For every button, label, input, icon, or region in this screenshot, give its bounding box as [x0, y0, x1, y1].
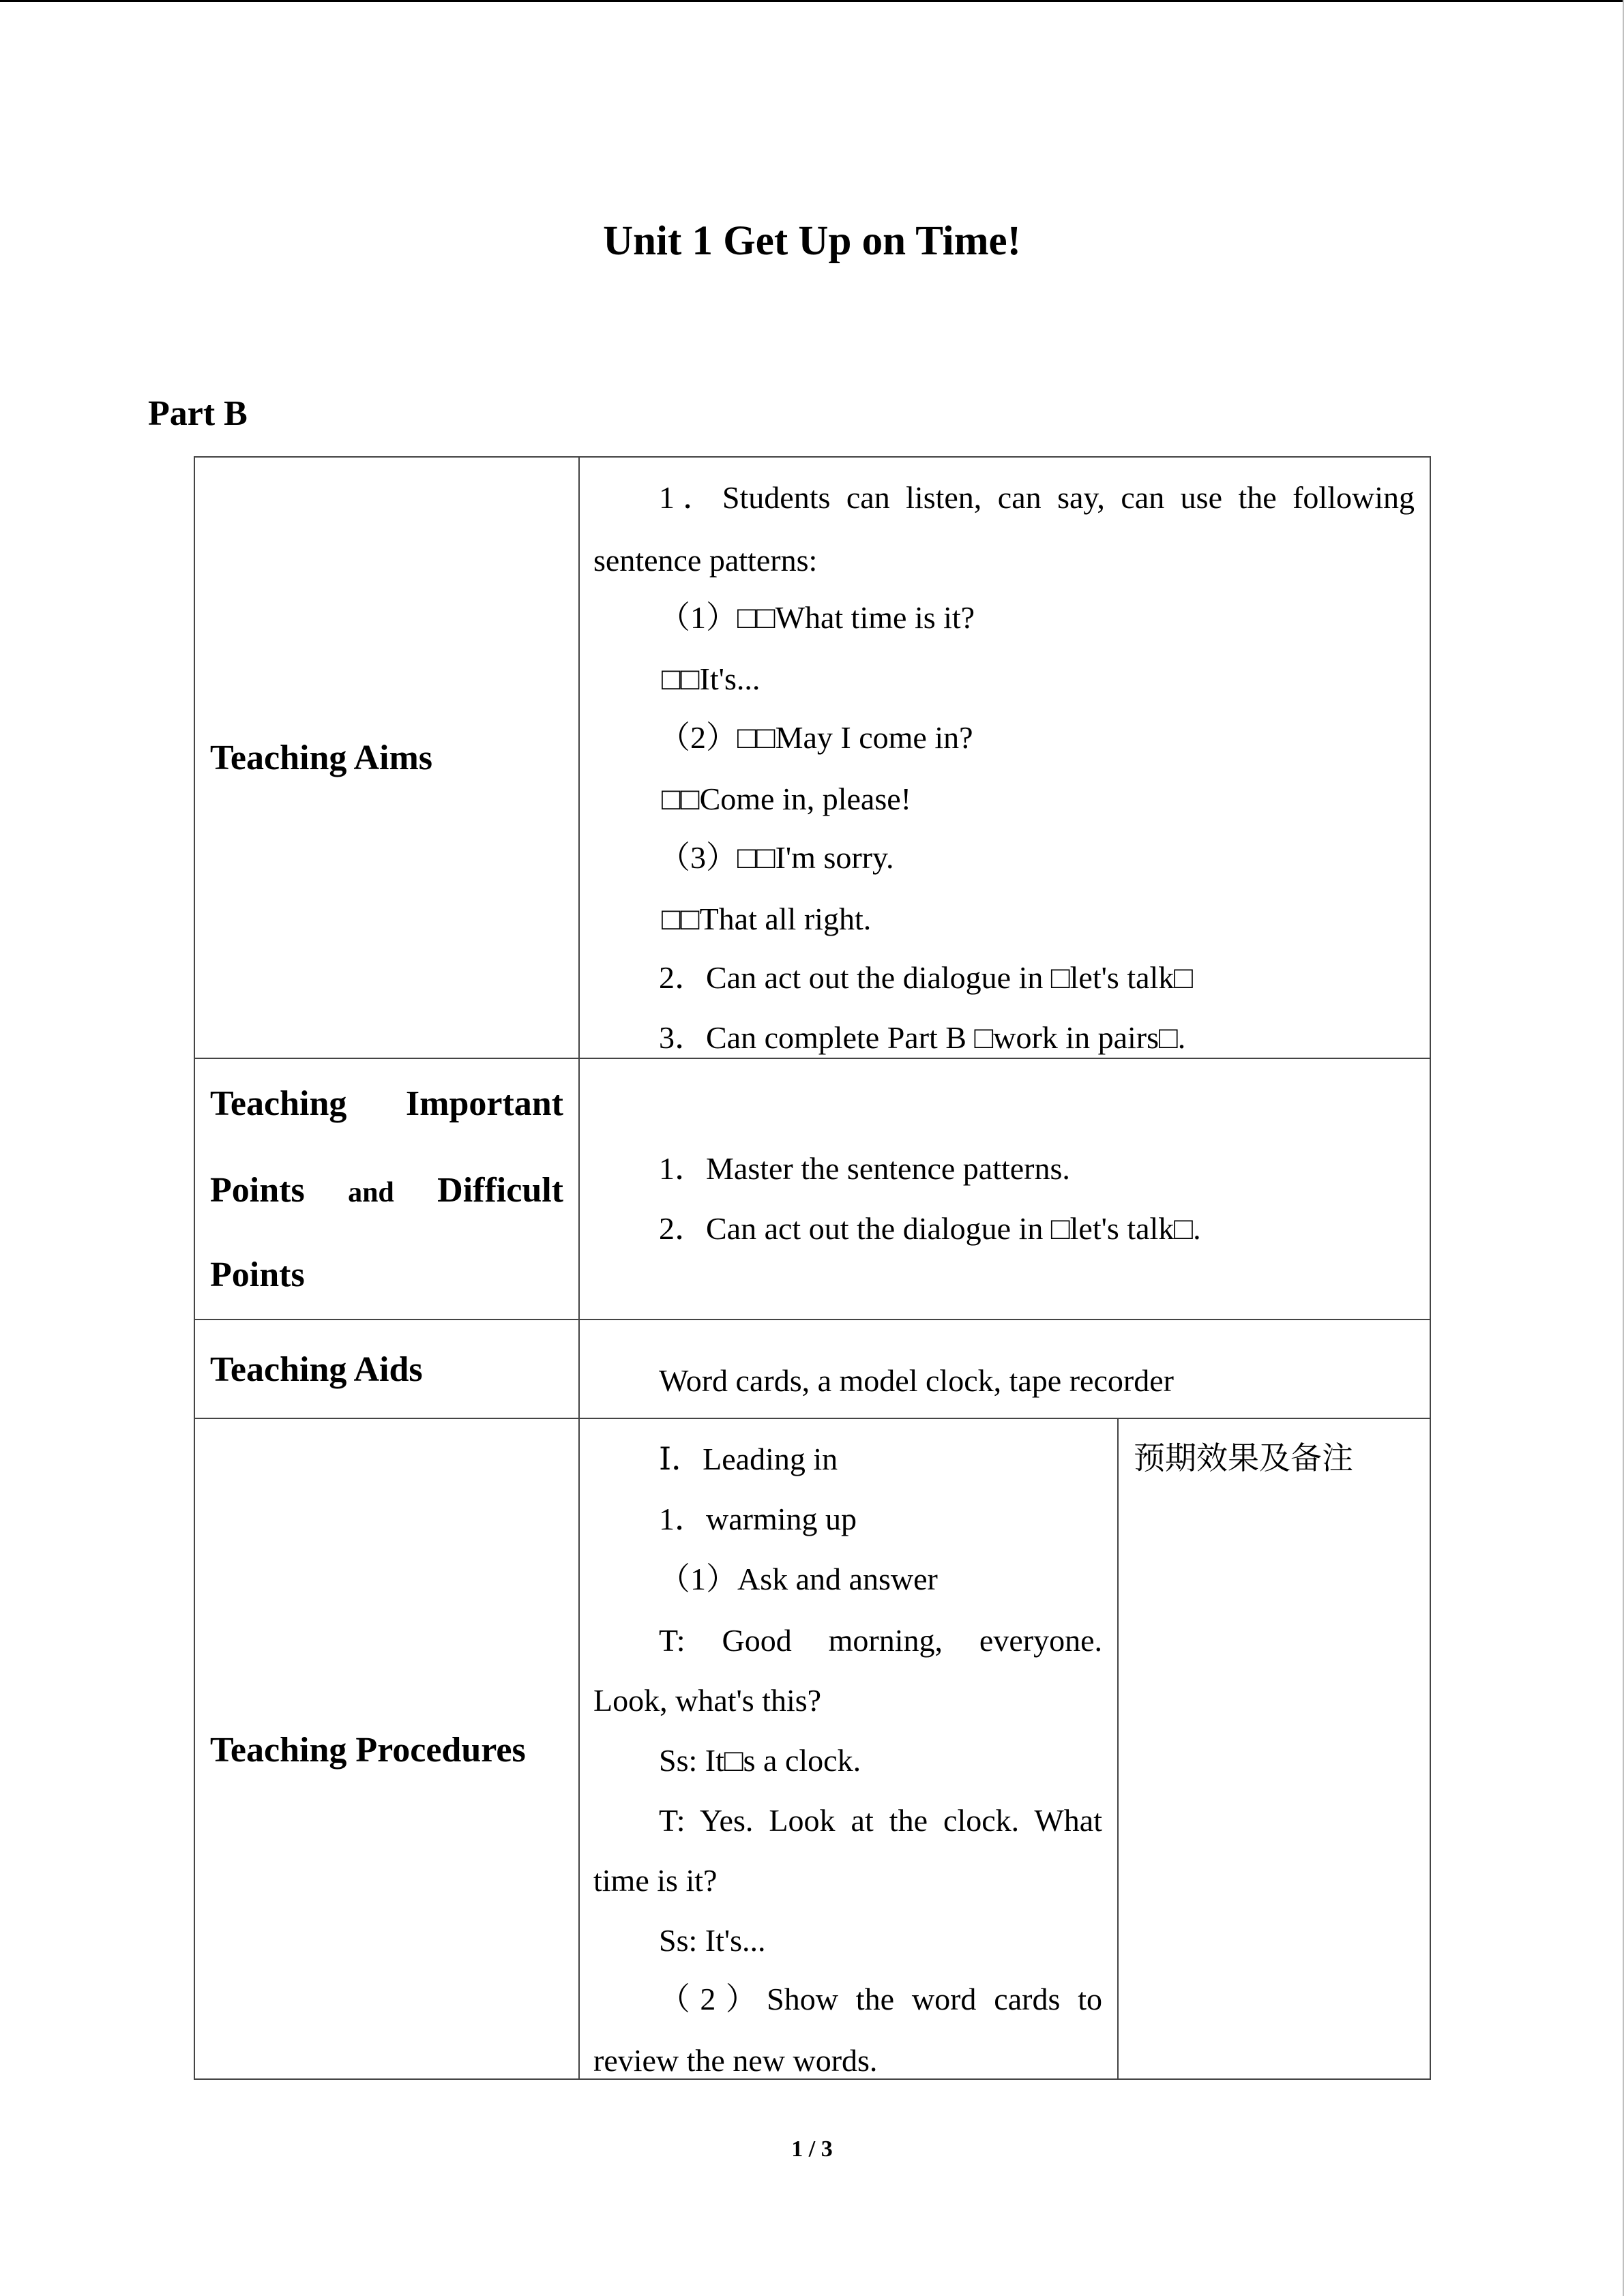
procedures-line: Ss: It's... [659, 1923, 766, 1958]
aims-line: □□It's... [662, 661, 761, 696]
procedures-label: Teaching Procedures [210, 1731, 526, 1770]
procedures-line: Ⅰ．Leading in [659, 1442, 838, 1476]
procedures-line: （1）Ask and answer [659, 1562, 938, 1596]
aims-line: （2）□□May I come in? [659, 720, 973, 755]
points-line: 2．Can act out the dialogue in □let's talk□. [659, 1211, 1201, 1246]
aims-label: Teaching Aims [210, 739, 433, 777]
page-top-border [0, 0, 1624, 2]
aids-label: Teaching Aids [210, 1350, 423, 1389]
aims-line: sentence patterns: [593, 543, 818, 578]
document-title: Unit 1 Get Up on Time! [603, 218, 1021, 264]
points-line: 1．Master the sentence patterns. [659, 1151, 1070, 1186]
part-heading: Part B [148, 394, 248, 433]
aims-line: （3）□□I'm sorry. [659, 840, 894, 875]
aims-line: （1）□□What time is it? [659, 600, 975, 635]
aims-line: 2．Can act out the dialogue in □let's talk□ [659, 960, 1194, 995]
aims-line: 1．Students can listen, can say, can use the following [659, 480, 1415, 515]
procedures-line: Ss: It□s a clock. [659, 1743, 861, 1778]
procedures-line: （2）Show the word cards to [659, 1982, 1102, 2016]
points-label-line: Points [210, 1255, 305, 1294]
procedures-line: T: Good morning, everyone. [659, 1623, 1102, 1658]
aims-line: □□Come in, please! [662, 781, 911, 816]
procedures-line: review the new words. [593, 2043, 878, 2078]
procedures-line: time is it? [593, 1863, 718, 1898]
procedures-notes-cell [1117, 1418, 1431, 2080]
points-label-line: Points and Difficult [210, 1171, 563, 1210]
procedures-line: T: Yes. Look at the clock. What [659, 1803, 1102, 1838]
page-number: 1 / 3 [791, 2136, 833, 2162]
aids-text: Word cards, a model clock, tape recorder [659, 1363, 1174, 1398]
procedures-notes-header: 预期效果及备注 [1134, 1440, 1353, 1476]
procedures-line: Look, what's this? [593, 1683, 822, 1718]
points-label-line: Teaching Important [210, 1084, 563, 1123]
procedures-line: 1．warming up [659, 1502, 857, 1536]
aims-line: 3．Can complete Part B □work in pairs□. [659, 1020, 1186, 1055]
aims-line: □□That all right. [662, 901, 872, 936]
